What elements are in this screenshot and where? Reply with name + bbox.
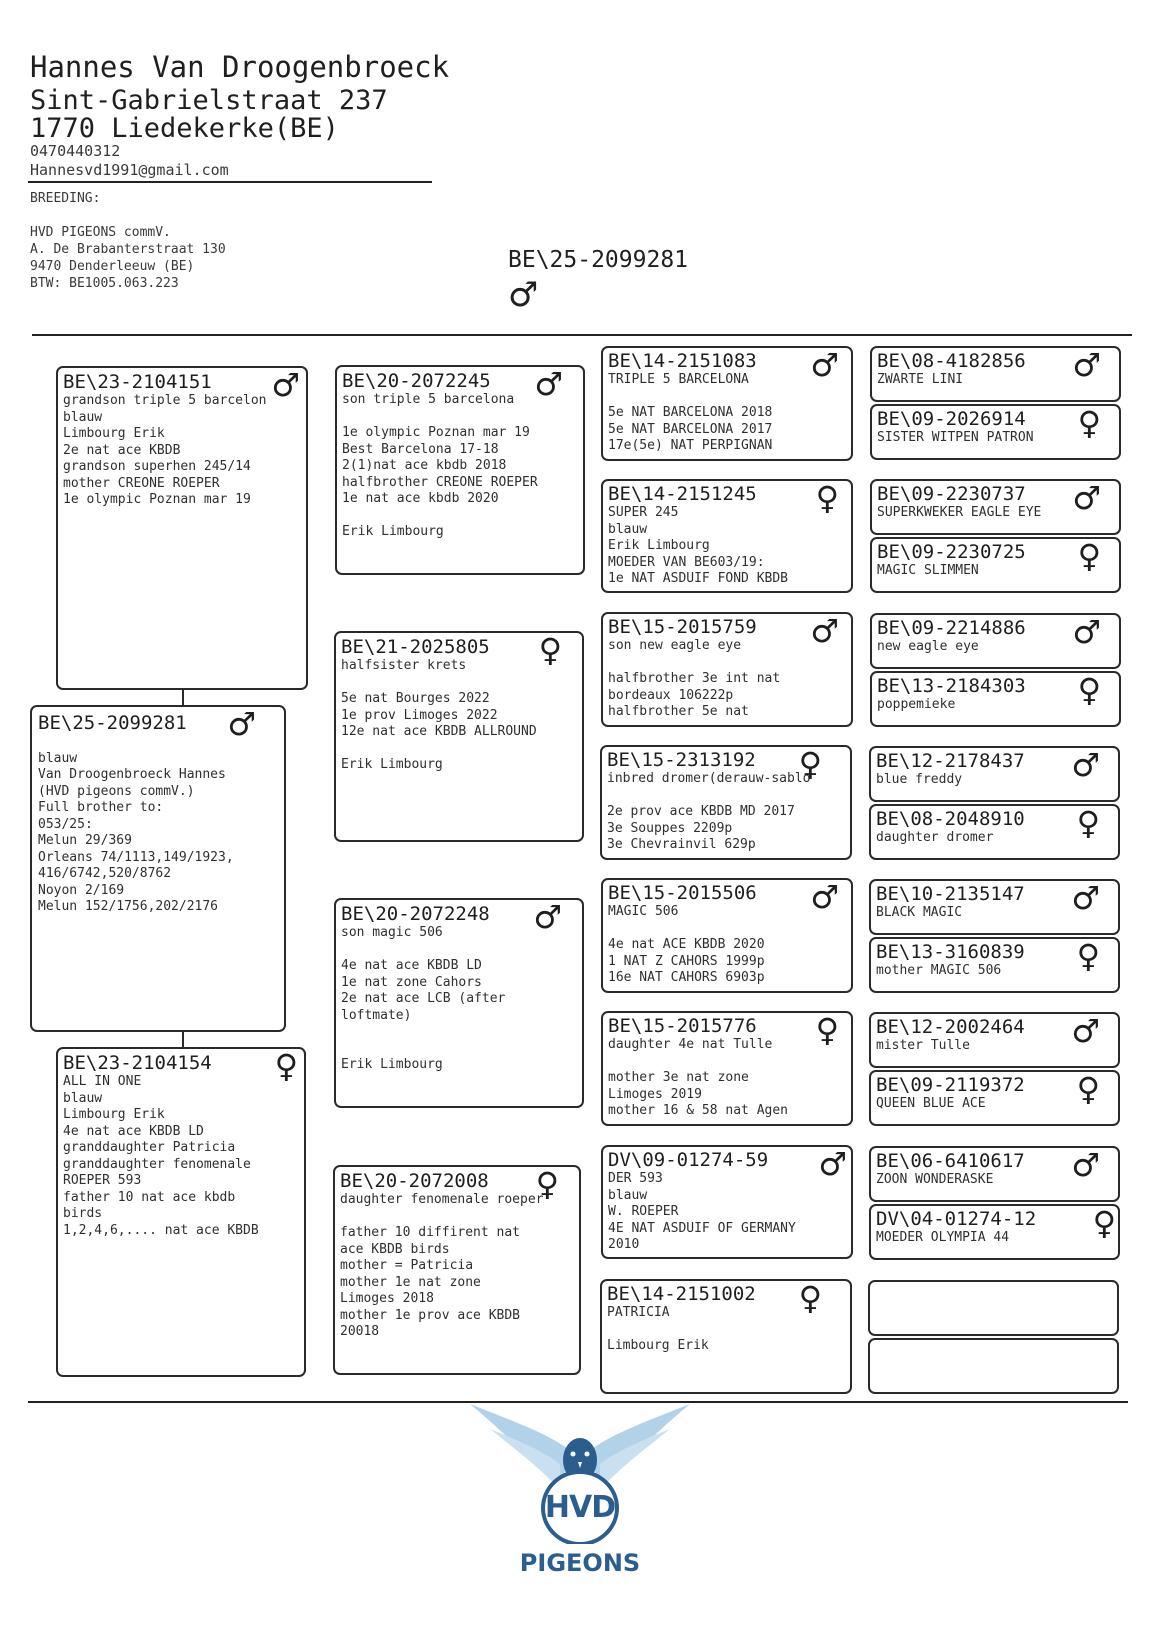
main-line: 416/6742,520/8762 bbox=[38, 866, 172, 881]
gen2-ring: BE\20-2072008 bbox=[340, 1170, 489, 1192]
gen4-box-empty bbox=[868, 1280, 1119, 1336]
connector-sire bbox=[182, 688, 184, 706]
gen4-sex-icon: ♂ bbox=[1072, 613, 1101, 651]
gen4-name: SUPERKWEKER EAGLE EYE bbox=[877, 505, 1042, 520]
gen4-sex-icon: ♀ bbox=[1076, 1070, 1100, 1108]
pedigree-bottom-divider bbox=[28, 1401, 1128, 1403]
gen4-box bbox=[870, 537, 1121, 593]
sire-line: 2e nat ace KBDB bbox=[63, 442, 181, 458]
dam-line: 1,2,4,6,.... nat ace KBDB bbox=[63, 1222, 259, 1238]
gen4-box bbox=[869, 746, 1120, 802]
gen4-ring: BE\13-3160839 bbox=[876, 941, 1025, 963]
sire-line: mother CREONE ROEPER bbox=[63, 475, 220, 491]
sire-ring: BE\23-2104151 bbox=[63, 371, 212, 393]
gen4-box bbox=[870, 479, 1121, 535]
gen4-box bbox=[870, 346, 1121, 402]
gen3-line: MAGIC 506 bbox=[608, 904, 679, 919]
gen3-sex-icon: ♂ bbox=[810, 878, 839, 916]
gen3-line bbox=[608, 921, 846, 938]
gen4-box bbox=[869, 937, 1120, 993]
gen4-box bbox=[869, 1070, 1120, 1126]
gen4-box-empty bbox=[868, 1338, 1119, 1394]
gen4-sex-icon: ♂ bbox=[1071, 1146, 1100, 1184]
connector-dam bbox=[182, 1030, 184, 1048]
gen3-ring: BE\14-2151002 bbox=[607, 1283, 756, 1305]
gen4-sex-icon: ♂ bbox=[1072, 479, 1101, 517]
main-line: Melun 29/369 bbox=[38, 833, 132, 848]
main-line: Van Droogenbroeck Hannes bbox=[38, 767, 226, 782]
gen2-line bbox=[341, 1024, 577, 1041]
dam-line: 4e nat ace KBDB LD bbox=[63, 1123, 204, 1139]
gen3-line: Erik Limbourg bbox=[608, 538, 710, 553]
main-line: blauw bbox=[38, 750, 78, 766]
gen2-line: halfsister krets bbox=[341, 658, 467, 673]
gen2-line: son triple 5 barcelona bbox=[342, 392, 515, 407]
gen4-sex-icon: ♂ bbox=[1071, 1012, 1100, 1050]
gen2-line bbox=[340, 1209, 574, 1226]
gen4-name: MOEDER OLYMPIA 44 bbox=[876, 1230, 1010, 1245]
gen3-line: halfbrother 5e nat bbox=[608, 704, 749, 719]
gen2-sex-icon: ♀ bbox=[538, 631, 562, 669]
gen2-line: 20018 bbox=[340, 1324, 380, 1339]
gen3-line bbox=[607, 1322, 845, 1339]
gen4-ring: DV\04-01274-12 bbox=[876, 1208, 1037, 1230]
gen3-sex-icon: ♂ bbox=[810, 346, 839, 384]
gen3-line: 16e NAT CAHORS 6903p bbox=[608, 970, 765, 985]
gen4-ring: BE\10-2135147 bbox=[876, 883, 1025, 905]
gen2-box bbox=[335, 365, 585, 575]
gen2-box bbox=[334, 631, 584, 842]
dam-line: Limbourg Erik bbox=[63, 1107, 165, 1122]
gen4-box bbox=[870, 613, 1121, 669]
gen2-ring: BE\21-2025805 bbox=[341, 636, 490, 658]
pedigree-main-box bbox=[30, 705, 286, 1032]
gen4-ring: BE\06-6410617 bbox=[876, 1150, 1025, 1172]
gen4-ring: BE\09-2119372 bbox=[876, 1074, 1025, 1096]
gen3-sex-icon: ♀ bbox=[815, 479, 839, 517]
gen2-line: mother 1e prov ace KBDB bbox=[340, 1307, 521, 1323]
dam-box bbox=[56, 1047, 306, 1377]
gen3-line: 17e(5e) NAT PERPIGNAN bbox=[608, 438, 773, 453]
gen2-line bbox=[341, 741, 577, 758]
gen4-box bbox=[870, 671, 1121, 727]
sire-line: grandson superhen 245/14 bbox=[63, 459, 251, 474]
gen4-ring: BE\08-2048910 bbox=[876, 808, 1025, 830]
gen3-box bbox=[600, 1279, 852, 1394]
gen3-line bbox=[608, 655, 846, 672]
gen4-box bbox=[869, 879, 1120, 935]
gen3-line: daughter 4e nat Tulle bbox=[608, 1037, 773, 1052]
gen2-line: loftmate) bbox=[341, 1007, 412, 1023]
gen2-line: 1e nat zone Cahors bbox=[341, 974, 482, 990]
gen2-line bbox=[342, 409, 578, 426]
gen3-line: blauw bbox=[608, 521, 648, 537]
gen3-line: MOEDER VAN BE603/19: bbox=[608, 554, 765, 570]
gen4-sex-icon: ♀ bbox=[1077, 404, 1101, 442]
gen3-line bbox=[608, 1054, 846, 1071]
gen2-line bbox=[342, 508, 578, 525]
gen3-sex-icon: ♀ bbox=[798, 1279, 822, 1317]
gen4-name: ZWARTE LINI bbox=[877, 372, 964, 387]
breeder-city: 9470 Denderleeuw (BE) bbox=[30, 259, 195, 274]
dam-ring: BE\23-2104154 bbox=[63, 1052, 212, 1074]
dam-line: ALL IN ONE bbox=[63, 1074, 142, 1089]
gen2-line: 2e nat ace LCB (after bbox=[341, 991, 506, 1006]
gen2-line: son magic 506 bbox=[341, 925, 443, 940]
gen2-line: Erik Limbourg bbox=[341, 1057, 443, 1072]
owner-phone: 0470440312 bbox=[30, 142, 121, 160]
gen4-name: blue freddy bbox=[876, 772, 963, 787]
gen3-line: inbred dromer(derauw-sablo bbox=[607, 771, 811, 786]
gen3-box bbox=[600, 745, 852, 860]
breeder-vat: BTW: BE1005.063.223 bbox=[30, 276, 179, 291]
gen3-ring: BE\14-2151245 bbox=[608, 483, 757, 505]
gen3-ring: BE\15-2313192 bbox=[607, 749, 756, 771]
gen4-box bbox=[869, 1204, 1120, 1260]
gen3-line: mother 16 & 58 nat Agen bbox=[608, 1103, 789, 1118]
sire-sex-icon: ♂ bbox=[271, 366, 300, 404]
gen4-sex-icon: ♀ bbox=[1092, 1204, 1116, 1242]
hvd-pigeons-logo bbox=[460, 1404, 700, 1584]
gen3-box bbox=[601, 1011, 853, 1126]
sire-line: blauw bbox=[63, 409, 103, 425]
gen2-line: ace KBDB birds bbox=[340, 1241, 450, 1257]
breeder-address: A. De Brabanterstraat 130 bbox=[30, 242, 226, 257]
gen3-box bbox=[601, 346, 853, 461]
gen3-line: bordeaux 106222p bbox=[608, 687, 734, 703]
gen3-line: TRIPLE 5 BARCELONA bbox=[608, 372, 749, 387]
gen4-ring: BE\12-2178437 bbox=[876, 750, 1025, 772]
sire-box bbox=[56, 366, 308, 690]
gen4-name: BLACK MAGIC bbox=[876, 905, 963, 920]
gen2-box bbox=[334, 898, 584, 1108]
gen4-name: QUEEN BLUE ACE bbox=[876, 1096, 986, 1111]
gen4-name: mother MAGIC 506 bbox=[876, 963, 1002, 978]
gen3-ring: BE\15-2015759 bbox=[608, 616, 757, 638]
gen4-ring: BE\09-2230725 bbox=[877, 541, 1026, 563]
gen3-sex-icon: ♀ bbox=[815, 1011, 839, 1049]
main-line: Noyon 2/169 bbox=[38, 882, 125, 898]
main-ring: BE\25-2099281 bbox=[38, 712, 187, 734]
pedigree-top-divider bbox=[32, 334, 1132, 336]
gen3-line bbox=[608, 389, 846, 406]
gen3-line: 5e NAT BARCELONA 2017 bbox=[608, 421, 773, 437]
gen3-line: 4e nat ACE KBDB 2020 bbox=[608, 937, 765, 952]
gen4-ring: BE\09-2214886 bbox=[877, 617, 1026, 639]
dam-line: granddaughter Patricia bbox=[63, 1140, 236, 1155]
gen3-ring: BE\15-2015776 bbox=[608, 1015, 757, 1037]
subject-ring: BE\25-2099281 bbox=[508, 247, 689, 273]
gen3-line: 1e NAT ASDUIF FOND KBDB bbox=[608, 571, 789, 586]
gen4-box bbox=[869, 804, 1120, 860]
gen2-line: 2(1)nat ace kbdb 2018 bbox=[342, 458, 507, 473]
gen4-ring: BE\13-2184303 bbox=[877, 675, 1026, 697]
main-line: Full brother to: bbox=[38, 800, 164, 815]
gen4-name: daughter dromer bbox=[876, 830, 994, 845]
sire-line: grandson triple 5 barcelon bbox=[63, 393, 267, 408]
gen2-ring: BE\20-2072245 bbox=[342, 370, 491, 392]
logo-mark: HVD bbox=[544, 1490, 616, 1525]
gen4-sex-icon: ♀ bbox=[1076, 804, 1100, 842]
gen4-name: ZOON WONDERASKE bbox=[876, 1172, 994, 1187]
dam-line: birds bbox=[63, 1206, 103, 1221]
gen4-name: mister Tulle bbox=[876, 1038, 970, 1053]
owner-email: Hannesvd1991@gmail.com bbox=[30, 161, 229, 179]
gen3-line: 3e Chevrainvil 629p bbox=[607, 837, 756, 852]
dam-sex-icon: ♀ bbox=[274, 1047, 298, 1085]
gen3-line: 2e prov ace KBDB MD 2017 bbox=[607, 804, 795, 819]
gen4-sex-icon: ♂ bbox=[1072, 346, 1101, 384]
main-details bbox=[38, 734, 278, 916]
gen4-sex-icon: ♂ bbox=[1071, 879, 1100, 917]
breeder-company: HVD PIGEONS commV. bbox=[30, 225, 171, 240]
gen3-line: mother 3e nat zone bbox=[608, 1070, 749, 1085]
gen4-box bbox=[869, 1146, 1120, 1202]
gen2-ring: BE\20-2072248 bbox=[341, 903, 490, 925]
gen3-line: 4E NAT ASDUIF OF GERMANY bbox=[608, 1220, 796, 1236]
gen2-line: Best Barcelona 17-18 bbox=[342, 441, 499, 457]
gen2-line: mother = Patricia bbox=[340, 1258, 474, 1273]
gen2-sex-icon: ♂ bbox=[533, 898, 562, 936]
gen4-sex-icon: ♀ bbox=[1076, 937, 1100, 975]
gen2-line: 4e nat ace KBDB LD bbox=[341, 958, 482, 973]
gen2-line: 1e nat ace kbdb 2020 bbox=[342, 491, 499, 506]
main-sex-icon: ♂ bbox=[227, 705, 256, 743]
sire-line: Limbourg Erik bbox=[63, 426, 165, 441]
owner-city: 1770 Liedekerke(BE) bbox=[30, 113, 339, 144]
gen4-name: poppemieke bbox=[877, 697, 956, 712]
gen3-line: blauw bbox=[608, 1187, 648, 1203]
gen2-line: Erik Limbourg bbox=[342, 524, 444, 539]
gen2-line: halfbrother CREONE ROEPER bbox=[342, 474, 538, 490]
gen4-box bbox=[870, 404, 1121, 460]
gen4-ring: BE\09-2230737 bbox=[877, 483, 1026, 505]
gen3-box bbox=[601, 612, 853, 727]
gen2-line: Erik Limbourg bbox=[341, 757, 443, 772]
gen3-line: PATRICIA bbox=[607, 1305, 670, 1320]
gen3-ring: BE\14-2151083 bbox=[608, 350, 757, 372]
gen3-ring: BE\15-2015506 bbox=[608, 882, 757, 904]
gen4-ring: BE\09-2026914 bbox=[877, 408, 1026, 430]
gen2-line bbox=[341, 942, 577, 959]
gen4-name: MAGIC SLIMMEN bbox=[877, 563, 979, 578]
gen3-line: Limbourg Erik bbox=[607, 1338, 709, 1353]
gen3-sex-icon: ♂ bbox=[818, 1145, 847, 1183]
gen4-name: SISTER WITPEN PATRON bbox=[877, 430, 1034, 445]
main-line: 053/25: bbox=[38, 816, 93, 832]
gen3-line: halfbrother 3e int nat bbox=[608, 671, 781, 686]
gen3-sex-icon: ♂ bbox=[810, 612, 839, 650]
gen2-line: daughter fenomenale roeper bbox=[340, 1192, 544, 1207]
gen2-line bbox=[341, 675, 577, 692]
gen4-sex-icon: ♀ bbox=[1077, 537, 1101, 575]
gen3-ring: DV\09-01274-59 bbox=[608, 1149, 769, 1171]
gen3-line: SUPER 245 bbox=[608, 505, 679, 520]
gen3-line: 1 NAT Z CAHORS 1999p bbox=[608, 953, 765, 969]
dam-line: granddaughter fenomenale bbox=[63, 1156, 251, 1172]
gen4-sex-icon: ♀ bbox=[1077, 671, 1101, 709]
gen4-name: new eagle eye bbox=[877, 639, 979, 654]
gen3-line: Limoges 2019 bbox=[608, 1086, 702, 1102]
breeding-label: BREEDING: bbox=[30, 191, 101, 206]
gen2-line: 1e prov Limoges 2022 bbox=[341, 707, 498, 723]
subject-sex-icon: ♂ bbox=[508, 275, 539, 315]
gen2-line: Limoges 2018 bbox=[340, 1291, 434, 1306]
dam-line: father 10 nat ace kbdb bbox=[63, 1189, 236, 1205]
gen3-box bbox=[601, 878, 853, 993]
gen2-sex-icon: ♀ bbox=[535, 1165, 559, 1203]
gen4-sex-icon: ♂ bbox=[1071, 746, 1100, 784]
gen3-line: DER 593 bbox=[608, 1171, 663, 1186]
gen3-line: 3e Souppes 2209p bbox=[607, 820, 733, 836]
owner-street: Sint-Gabrielstraat 237 bbox=[30, 85, 388, 116]
sire-line: 1e olympic Poznan mar 19 bbox=[63, 492, 251, 507]
gen3-line: 5e NAT BARCELONA 2018 bbox=[608, 405, 773, 420]
gen2-line: father 10 diffirent nat bbox=[340, 1225, 521, 1240]
gen3-box bbox=[601, 479, 853, 593]
gen4-ring: BE\12-2002464 bbox=[876, 1016, 1025, 1038]
main-line: Orleans 74/1113,149/1923, bbox=[38, 849, 234, 865]
gen4-box bbox=[869, 1012, 1120, 1068]
gen3-line: W. ROEPER bbox=[608, 1204, 679, 1219]
header-divider bbox=[28, 181, 432, 183]
main-line: Melun 152/1756,202/2176 bbox=[38, 899, 219, 914]
gen2-box bbox=[333, 1165, 581, 1375]
gen3-line: 2010 bbox=[608, 1237, 640, 1252]
main-line: (HVD pigeons commV.) bbox=[38, 783, 195, 799]
gen2-line: mother 1e nat zone bbox=[340, 1274, 481, 1290]
logo-word: PIGEONS bbox=[519, 1549, 641, 1577]
gen4-ring: BE\08-4182856 bbox=[877, 350, 1026, 372]
gen2-line bbox=[341, 1041, 577, 1058]
gen2-line: 1e olympic Poznan mar 19 bbox=[342, 425, 530, 440]
gen3-line bbox=[607, 788, 845, 805]
dam-line: ROEPER 593 bbox=[63, 1173, 142, 1188]
gen3-sex-icon: ♀ bbox=[798, 745, 822, 783]
owner-name: Hannes Van Droogenbroeck bbox=[30, 50, 450, 84]
gen2-line: 5e nat Bourges 2022 bbox=[341, 691, 490, 706]
gen2-line: 12e nat ace KBDB ALLROUND bbox=[341, 724, 537, 739]
gen3-line: son new eagle eye bbox=[608, 638, 742, 653]
dam-line: blauw bbox=[63, 1090, 103, 1106]
gen3-box bbox=[601, 1145, 853, 1259]
gen2-sex-icon: ♂ bbox=[534, 365, 563, 403]
